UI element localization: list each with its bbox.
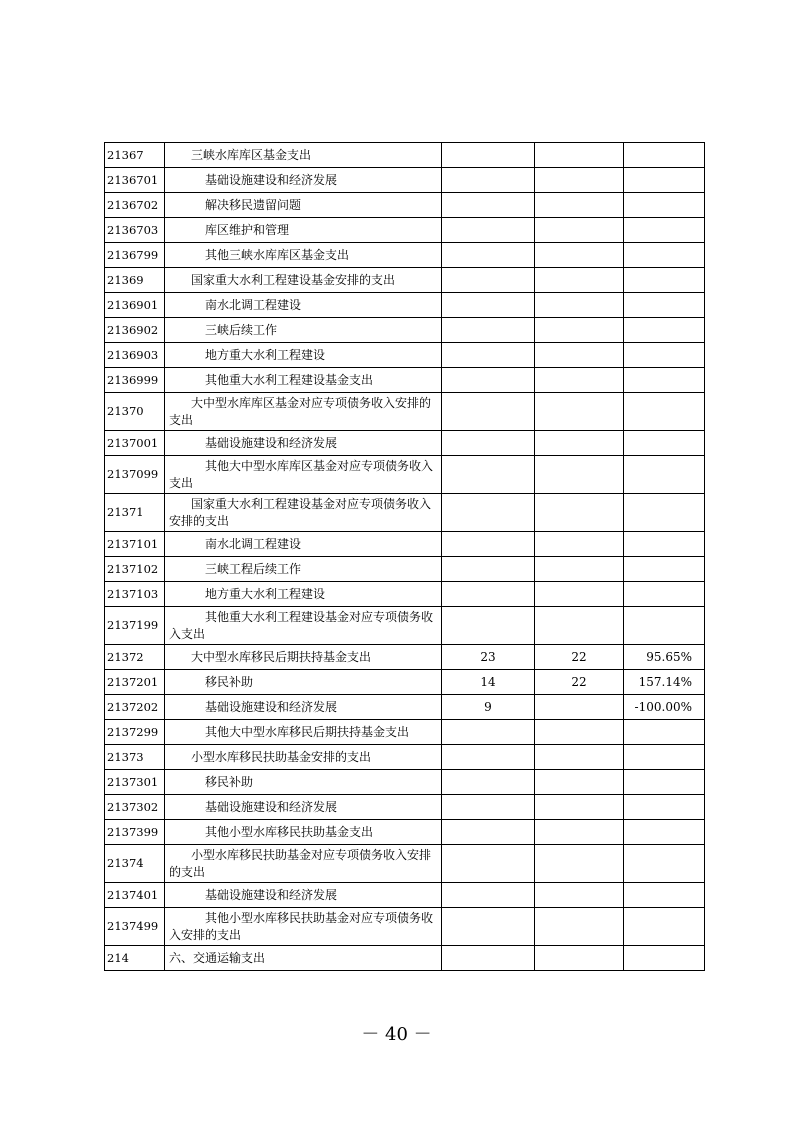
row-item-name: 国家重大水利工程建设基金安排的支出 [165,268,442,293]
table-row [105,368,705,393]
row-code: 2137499 [105,908,165,946]
row-code: 2136999 [105,368,165,393]
row-value-b [535,770,624,795]
table-row [105,168,705,193]
row-code: 2136702 [105,193,165,218]
row-code: 2137302 [105,795,165,820]
row-value-b [535,557,624,582]
row-percent [624,168,705,193]
row-value-a [442,494,535,532]
table-row [105,268,705,293]
row-value-b [535,883,624,908]
row-percent [624,845,705,883]
row-percent [624,883,705,908]
row-code: 21371 [105,494,165,532]
row-item-name: 南水北调工程建设 [165,293,442,318]
row-item-name: 移民补助 [165,770,442,795]
table-row [105,607,705,645]
row-item-name: 三峡水库库区基金支出 [165,143,442,168]
row-code: 2137299 [105,720,165,745]
row-code: 2136703 [105,218,165,243]
row-value-b [535,431,624,456]
row-item-name: 解决移民遗留问题 [165,193,442,218]
table-row [105,820,705,845]
row-value-a [442,343,535,368]
row-value-b [535,243,624,268]
row-value-b [535,908,624,946]
row-value-a [442,908,535,946]
row-code: 214 [105,946,165,971]
row-percent [624,268,705,293]
row-value-b [535,143,624,168]
table-row [105,557,705,582]
row-percent [624,393,705,431]
row-item-name: 小型水库移民扶助基金安排的支出 [165,745,442,770]
row-value-b [535,343,624,368]
row-value-a [442,456,535,494]
page-number: － 40 － [361,1024,432,1045]
row-value-b [535,268,624,293]
row-value-b [535,193,624,218]
row-value-b [535,456,624,494]
row-percent [624,532,705,557]
row-value-a [442,368,535,393]
row-value-a [442,532,535,557]
row-item-name: 其他小型水库移民扶助基金支出 [165,820,442,845]
table-body [105,143,705,971]
table-row [105,908,705,946]
table-row [105,494,705,532]
budget-table [104,142,705,971]
row-item-name: 库区维护和管理 [165,218,442,243]
row-value-b [535,494,624,532]
row-item-name: 六、交通运输支出 [165,946,442,971]
row-item-name: 大中型水库移民后期扶持基金支出 [165,645,442,670]
row-code: 2137102 [105,557,165,582]
row-percent [624,795,705,820]
row-code: 2136902 [105,318,165,343]
row-value-a: 14 [442,670,535,695]
row-value-b [535,795,624,820]
table-row [105,456,705,494]
row-percent [624,193,705,218]
row-value-a [442,845,535,883]
row-code: 2137099 [105,456,165,494]
table-row [105,795,705,820]
row-percent [624,243,705,268]
row-value-a [442,168,535,193]
row-item-name: 基础设施建设和经济发展 [165,431,442,456]
row-item-name: 基础设施建设和经济发展 [165,883,442,908]
row-code: 2137001 [105,431,165,456]
row-item-name: 其他重大水利工程建设基金支出 [165,368,442,393]
row-percent [624,218,705,243]
row-percent: -100.00% [624,695,705,720]
row-value-b [535,582,624,607]
row-item-name: 小型水库移民扶助基金对应专项债务收入安排的支出 [165,845,442,883]
row-value-a [442,268,535,293]
row-percent [624,720,705,745]
row-value-b: 22 [535,645,624,670]
table-row [105,431,705,456]
row-code: 21374 [105,845,165,883]
row-code: 2137202 [105,695,165,720]
row-percent [624,908,705,946]
row-value-a [442,883,535,908]
row-value-a [442,293,535,318]
row-code: 21367 [105,143,165,168]
row-percent [624,582,705,607]
table-row [105,770,705,795]
table-row [105,218,705,243]
row-value-a [442,720,535,745]
row-item-name: 大中型水库库区基金对应专项债务收入安排的支出 [165,393,442,431]
row-value-b [535,393,624,431]
row-percent [624,494,705,532]
row-item-name: 三峡后续工作 [165,318,442,343]
row-item-name: 其他大中型水库移民后期扶持基金支出 [165,720,442,745]
row-value-a [442,318,535,343]
row-value-a [442,431,535,456]
row-value-a [442,745,535,770]
table-row [105,293,705,318]
row-code: 21372 [105,645,165,670]
row-value-b [535,720,624,745]
row-code: 2136903 [105,343,165,368]
table-row [105,318,705,343]
row-percent [624,770,705,795]
table-row [105,645,705,670]
row-item-name: 其他小型水库移民扶助基金对应专项债务收入安排的支出 [165,908,442,946]
row-value-b [535,218,624,243]
row-percent [624,946,705,971]
table-row [105,845,705,883]
table-row [105,946,705,971]
row-value-a [442,218,535,243]
row-code: 2137301 [105,770,165,795]
row-percent [624,456,705,494]
table-row [105,745,705,770]
row-value-a [442,143,535,168]
row-value-a [442,557,535,582]
row-item-name: 基础设施建设和经济发展 [165,695,442,720]
row-item-name: 地方重大水利工程建设 [165,343,442,368]
row-value-b [535,745,624,770]
row-value-a [442,946,535,971]
row-value-b: 22 [535,670,624,695]
row-value-a [442,193,535,218]
row-item-name: 基础设施建设和经济发展 [165,795,442,820]
row-percent [624,318,705,343]
row-percent [624,431,705,456]
row-item-name: 其他三峡水库库区基金支出 [165,243,442,268]
row-value-b [535,318,624,343]
row-value-b [535,293,624,318]
table-row [105,582,705,607]
row-percent [624,557,705,582]
row-code: 21369 [105,268,165,293]
row-code: 2136701 [105,168,165,193]
row-item-name: 其他大中型水库库区基金对应专项债务收入支出 [165,456,442,494]
row-percent: 157.14% [624,670,705,695]
row-item-name: 地方重大水利工程建设 [165,582,442,607]
table-row [105,393,705,431]
row-value-b [535,946,624,971]
row-percent [624,368,705,393]
table-row [105,143,705,168]
row-code: 2137201 [105,670,165,695]
row-value-a [442,795,535,820]
table-row [105,720,705,745]
row-value-b [535,532,624,557]
row-item-name: 基础设施建设和经济发展 [165,168,442,193]
row-value-a [442,820,535,845]
row-percent [624,343,705,368]
table-row [105,243,705,268]
table-row [105,670,705,695]
row-code: 2137103 [105,582,165,607]
row-value-a [442,770,535,795]
table-row [105,695,705,720]
row-value-b [535,845,624,883]
row-percent [624,745,705,770]
row-value-b [535,368,624,393]
row-code: 2137101 [105,532,165,557]
row-item-name: 移民补助 [165,670,442,695]
row-value-a [442,393,535,431]
row-code: 21370 [105,393,165,431]
row-code: 2136901 [105,293,165,318]
row-value-a [442,582,535,607]
row-percent [624,820,705,845]
row-value-a: 9 [442,695,535,720]
row-percent [624,293,705,318]
table-row [105,532,705,557]
row-percent [624,143,705,168]
row-code: 21373 [105,745,165,770]
row-percent: 95.65% [624,645,705,670]
row-item-name: 国家重大水利工程建设基金对应专项债务收入安排的支出 [165,494,442,532]
row-value-a: 23 [442,645,535,670]
row-code: 2137401 [105,883,165,908]
row-code: 2137199 [105,607,165,645]
row-value-a [442,243,535,268]
row-code: 2136799 [105,243,165,268]
table-row [105,343,705,368]
table-row [105,193,705,218]
table-row [105,883,705,908]
row-item-name: 其他重大水利工程建设基金对应专项债务收入支出 [165,607,442,645]
row-code: 2137399 [105,820,165,845]
row-value-b [535,168,624,193]
row-value-b [535,695,624,720]
row-value-b [535,607,624,645]
row-item-name: 南水北调工程建设 [165,532,442,557]
row-percent [624,607,705,645]
row-value-b [535,820,624,845]
row-value-a [442,607,535,645]
row-item-name: 三峡工程后续工作 [165,557,442,582]
